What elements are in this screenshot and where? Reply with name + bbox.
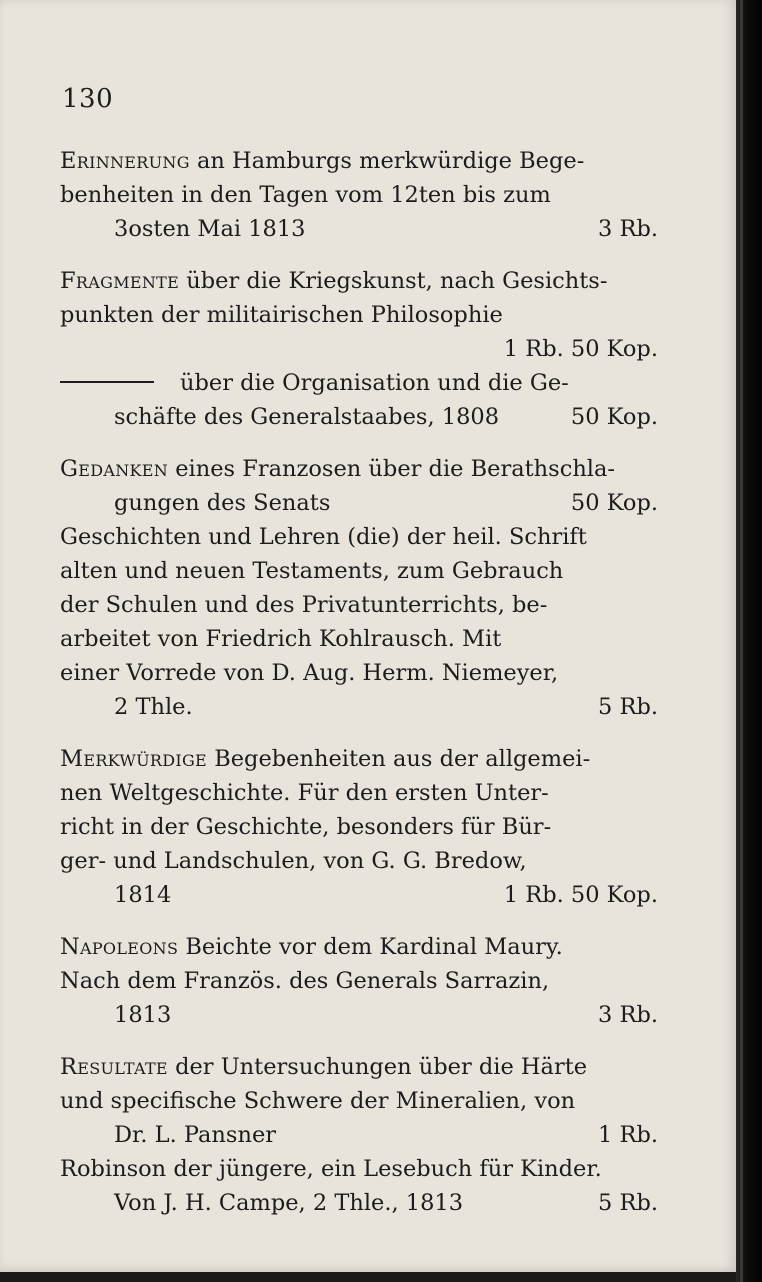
catalogue-entry-gedanken bbox=[60, 452, 658, 520]
entry-head: Fragmente bbox=[60, 268, 180, 294]
entry-price: 50 Kop. bbox=[570, 490, 658, 516]
entry-price: 1 Rb. 50 Kop. bbox=[503, 882, 658, 908]
entry-text: Geschichten und Lehren (die) der heil. Schrift bbox=[60, 524, 587, 550]
entry-text: 1813 bbox=[114, 1002, 172, 1028]
entry-head: Merkwürdige bbox=[60, 746, 208, 772]
entry-head: Gedanken bbox=[60, 456, 169, 482]
entry-text: ger- und Landschulen, von G. G. Bredow, bbox=[60, 848, 527, 874]
entry-head: Erinnerung bbox=[60, 148, 190, 174]
entry-price: 50 Kop. bbox=[570, 404, 658, 430]
entry-price: 1 Rb. bbox=[598, 1122, 658, 1148]
entry-text: richt in der Geschichte, besonders für Bür- bbox=[60, 814, 552, 840]
entry-text: 2 Thle. bbox=[114, 694, 193, 720]
entry-text: punkten der militairischen Philosophie bbox=[60, 302, 503, 328]
entry-text: Robinson der jüngere, ein Lesebuch für Kinder. bbox=[60, 1156, 602, 1182]
entry-text: Von J. H. Campe, 2 Thle., 1813 bbox=[114, 1190, 464, 1216]
entry-text: der Untersuchungen über die Härte bbox=[175, 1054, 588, 1080]
entry-text: Nach dem Französ. des Generals Sarrazin, bbox=[60, 968, 550, 994]
entry-head: Resultate bbox=[60, 1054, 168, 1080]
entry-price: 1 Rb. 50 Kop. bbox=[503, 336, 658, 362]
catalogue-entry-robinson bbox=[60, 1152, 658, 1220]
entry-text: über die Kriegskunst, nach Gesichts- bbox=[186, 268, 608, 294]
catalogue-entry-merkwuerdige bbox=[60, 742, 658, 912]
entry-head: Napoleons bbox=[60, 934, 179, 960]
entry-text: gungen des Senats bbox=[114, 490, 331, 516]
entry-text: alten und neuen Testaments, zum Gebrauch bbox=[60, 558, 564, 584]
entry-text: arbeitet von Friedrich Kohlrausch. Mit bbox=[60, 626, 502, 652]
entry-text: 1814 bbox=[114, 882, 172, 908]
entry-text: der Schulen und des Privatunterrichts, be- bbox=[60, 592, 548, 618]
entry-text: Begebenheiten aus der allgemei- bbox=[214, 746, 591, 772]
entry-text: einer Vorrede von D. Aug. Herm. Niemeyer, bbox=[60, 660, 559, 686]
entry-price: 3 Rb. bbox=[598, 1002, 658, 1028]
book-page-edge bbox=[736, 0, 762, 1282]
page-edge-strip bbox=[740, 0, 743, 1282]
entry-text: schäfte des Generalstaabes, 1808 bbox=[114, 404, 500, 430]
page-number: 130 bbox=[62, 84, 114, 114]
entry-text: und specifische Schwere der Mineralien, von bbox=[60, 1088, 576, 1114]
entry-price: 3 Rb. bbox=[598, 216, 658, 242]
catalogue-entry-napoleons bbox=[60, 930, 658, 1032]
entry-text: an Hamburgs merkwürdige Bege- bbox=[196, 148, 585, 174]
entry-text: 3osten Mai 1813 bbox=[114, 216, 306, 242]
catalogue-entry-fragmente bbox=[60, 264, 658, 434]
entry-text: benheiten in den Tagen vom 12ten bis zum bbox=[60, 182, 551, 208]
catalogue-listing bbox=[60, 144, 658, 1220]
catalogue-entry-resultate bbox=[60, 1050, 658, 1152]
entry-text: Beichte vor dem Kardinal Maury. bbox=[185, 934, 563, 960]
entry-text: Dr. L. Pansner bbox=[114, 1122, 277, 1148]
catalogue-entry-geschichten bbox=[60, 520, 658, 724]
entry-text: über die Organisation und die Ge- bbox=[180, 370, 569, 396]
ditto-dash bbox=[60, 381, 154, 383]
entry-text: nen Weltgeschichte. Für den ersten Unter- bbox=[60, 780, 549, 806]
catalogue-entry-erinnerung bbox=[60, 144, 658, 246]
entry-price: 5 Rb. bbox=[598, 694, 658, 720]
entry-text: eines Franzosen über die Berathschla- bbox=[175, 456, 616, 482]
entry-price: 5 Rb. bbox=[598, 1190, 658, 1216]
